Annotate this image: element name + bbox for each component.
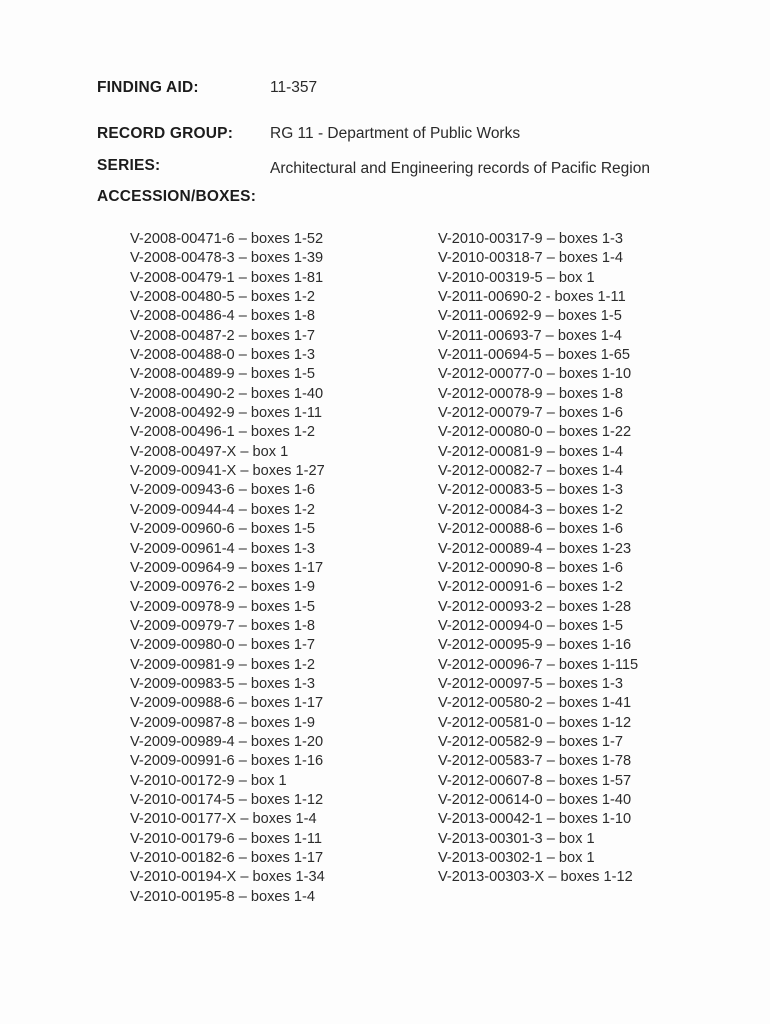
accession-entry: V-2012-00090-8 – boxes 1-6 — [438, 559, 623, 576]
accession-list-left-column — [130, 230, 325, 907]
accession-entry: V-2012-00080-0 – boxes 1-22 — [438, 424, 632, 441]
accession-entry: V-2008-00496-1 – boxes 1-2 — [130, 424, 315, 441]
accession-entry: V-2012-00582-9 – boxes 1-7 — [438, 733, 623, 750]
accession-entry: V-2008-00480-5 – boxes 1-2 — [130, 289, 315, 306]
accession-entry: V-2010-00194-X – boxes 1-34 — [130, 869, 325, 886]
accession-entry: V-2008-00497-X – box 1 — [130, 443, 289, 460]
accession-entry: V-2012-00088-6 – boxes 1-6 — [438, 521, 623, 538]
accession-entry: V-2012-00583-7 – boxes 1-78 — [438, 753, 632, 770]
finding-aid-label: FINDING AID: — [97, 79, 199, 96]
record-group-label: RECORD GROUP: — [97, 125, 234, 142]
accession-entry: V-2010-00195-8 – boxes 1-4 — [130, 888, 315, 905]
accession-entry: V-2011-00690-2 - boxes 1-11 — [438, 289, 626, 306]
accession-entry: V-2009-00960-6 – boxes 1-5 — [130, 521, 315, 538]
accession-entry: V-2009-00976-2 – boxes 1-9 — [130, 579, 315, 596]
accession-entry: V-2012-00084-3 – boxes 1-2 — [438, 501, 623, 518]
accession-entry: V-2011-00692-9 – boxes 1-5 — [438, 308, 622, 325]
accession-entry: V-2012-00094-0 – boxes 1-5 — [438, 617, 623, 634]
accession-entry: V-2008-00486-4 – boxes 1-8 — [130, 308, 315, 325]
accession-entry: V-2013-00302-1 – box 1 — [438, 850, 595, 866]
accession-entry: V-2012-00079-7 – boxes 1-6 — [438, 405, 623, 422]
accession-entry: V-2012-00607-8 – boxes 1-57 — [438, 772, 632, 789]
accession-entry: V-2012-00581-0 – boxes 1-12 — [438, 714, 632, 731]
accession-entry: V-2008-00478-3 – boxes 1-39 — [130, 250, 324, 267]
accession-entry: V-2012-00614-0 – boxes 1-40 — [438, 791, 632, 808]
series-value: Architectural and Engineering records of Pacific Region — [270, 160, 650, 177]
accession-entry: V-2008-00479-1 – boxes 1-81 — [130, 269, 324, 286]
accession-entry: V-2009-00980-0 – boxes 1-7 — [130, 637, 315, 654]
accession-entry: V-2012-00096-7 – boxes 1-115 — [438, 656, 639, 673]
accession-entry: V-2008-00487-2 – boxes 1-7 — [130, 327, 315, 344]
accession-entry: V-2012-00089-4 – boxes 1-23 — [438, 540, 632, 557]
accession-entry: V-2013-00301-3 – box 1 — [438, 830, 595, 847]
accession-entry: V-2012-00083-5 – boxes 1-3 — [438, 482, 623, 499]
accession-list-right-column — [438, 230, 638, 888]
accession-entry: V-2009-00978-9 – boxes 1-5 — [130, 598, 315, 615]
accession-entry: V-2009-00983-5 – boxes 1-3 — [130, 675, 315, 692]
accession-entry: V-2009-00944-4 – boxes 1-2 — [130, 501, 315, 518]
accession-entry: V-2009-00979-7 – boxes 1-8 — [130, 617, 315, 634]
accession-entry: V-2010-00179-6 – boxes 1-11 — [130, 830, 323, 847]
record-group-value: RG 11 - Department of Public Works — [270, 125, 521, 142]
accession-entry: V-2010-00317-9 – boxes 1-3 — [438, 231, 623, 247]
accession-entry: V-2010-00174-5 – boxes 1-12 — [130, 791, 324, 808]
accession-entry: V-2013-00042-1 – boxes 1-10 — [438, 811, 632, 828]
accession-boxes-heading: ACCESSION/BOXES: — [97, 188, 257, 205]
accession-entry: V-2009-00961-4 – boxes 1-3 — [130, 540, 315, 557]
accession-entry: V-2011-00693-7 – boxes 1-4 — [438, 327, 622, 344]
accession-entry: V-2010-00318-7 – boxes 1-4 — [438, 250, 623, 267]
accession-entry: V-2012-00082-7 – boxes 1-4 — [438, 463, 623, 480]
finding-aid-number: 11-357 — [270, 79, 318, 96]
accession-entry: V-2009-00987-8 – boxes 1-9 — [130, 714, 315, 731]
accession-entry: V-2012-00093-2 – boxes 1-28 — [438, 598, 632, 615]
accession-entry: V-2012-00580-2 – boxes 1-41 — [438, 695, 632, 712]
accession-entry: V-2008-00488-0 – boxes 1-3 — [130, 347, 315, 364]
accession-entry: V-2010-00319-5 – box 1 — [438, 269, 595, 286]
accession-entry: V-2012-00077-0 – boxes 1-10 — [438, 366, 632, 383]
accession-entry: V-2010-00172-9 – box 1 — [130, 772, 287, 789]
accession-entry: V-2008-00471-6 – boxes 1-52 — [130, 231, 324, 247]
accession-entry: V-2012-00091-6 – boxes 1-2 — [438, 579, 623, 596]
accession-entry: V-2009-00988-6 – boxes 1-17 — [130, 695, 324, 712]
accession-entry: V-2009-00981-9 – boxes 1-2 — [130, 656, 315, 673]
accession-entry: V-2013-00303-X – boxes 1-12 — [438, 869, 633, 886]
accession-entry: V-2009-00991-6 – boxes 1-16 — [130, 753, 324, 770]
accession-entry: V-2012-00078-9 – boxes 1-8 — [438, 385, 623, 402]
accession-entry: V-2011-00694-5 – boxes 1-65 — [438, 347, 631, 364]
accession-entry: V-2009-00941-X – boxes 1-27 — [130, 463, 325, 480]
accession-entry: V-2008-00490-2 – boxes 1-40 — [130, 385, 324, 402]
accession-entry: V-2009-00943-6 – boxes 1-6 — [130, 482, 315, 499]
series-label: SERIES: — [97, 157, 161, 174]
accession-entry: V-2009-00989-4 – boxes 1-20 — [130, 733, 324, 750]
accession-entry: V-2012-00081-9 – boxes 1-4 — [438, 443, 623, 460]
accession-entry: V-2010-00182-6 – boxes 1-17 — [130, 850, 324, 866]
accession-entry: V-2012-00097-5 – boxes 1-3 — [438, 675, 623, 692]
accession-entry: V-2010-00177-X – boxes 1-4 — [130, 811, 317, 828]
accession-entry: V-2008-00492-9 – boxes 1-11 — [130, 405, 323, 422]
accession-entry: V-2009-00964-9 – boxes 1-17 — [130, 559, 324, 576]
accession-entry: V-2012-00095-9 – boxes 1-16 — [438, 637, 632, 654]
accession-entry: V-2008-00489-9 – boxes 1-5 — [130, 366, 315, 383]
